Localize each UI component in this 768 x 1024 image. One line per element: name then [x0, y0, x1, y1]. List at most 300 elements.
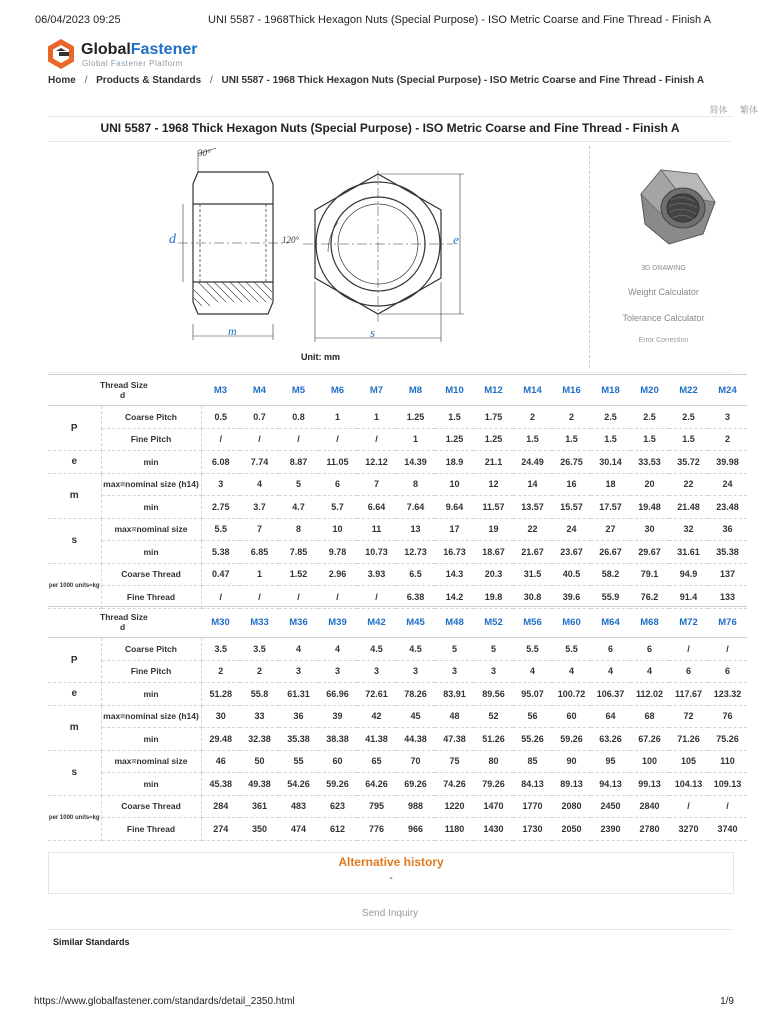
table-cell: 45	[396, 705, 435, 728]
table-cell: 8.87	[279, 451, 318, 474]
table-cell: 2.96	[318, 563, 357, 586]
table-row	[48, 750, 747, 773]
table-cell: 2080	[552, 795, 591, 818]
table-cell: 3	[318, 660, 357, 683]
table-cell: 6.08	[201, 451, 240, 474]
alternative-history-box	[48, 852, 734, 894]
table-cell: 123.32	[708, 683, 747, 706]
table-cell: 4	[630, 660, 669, 683]
thread-size-cell[interactable]: M16	[552, 375, 591, 406]
table-cell: 14.3	[435, 563, 474, 586]
table-cell: 137	[708, 563, 747, 586]
thread-size-cell[interactable]: M4	[240, 375, 279, 406]
table-row	[48, 518, 747, 541]
table-cell: 1470	[474, 795, 513, 818]
table-cell: 70	[396, 750, 435, 773]
table-cell: 76.2	[630, 586, 669, 609]
table-cell: 110	[708, 750, 747, 773]
table-cell: 11.05	[318, 451, 357, 474]
table-cell: 7.85	[279, 541, 318, 564]
thread-size-cell[interactable]: M56	[513, 607, 552, 638]
table-cell: 85	[513, 750, 552, 773]
table-cell: 1.5	[552, 428, 591, 451]
table-cell: 94.9	[669, 563, 708, 586]
table-cell: /	[357, 428, 396, 451]
param-group-P: P	[48, 406, 101, 451]
table-cell: 4.5	[357, 638, 396, 661]
table-cell: 2.5	[630, 406, 669, 429]
table-cell: 5	[474, 638, 513, 661]
table-cell: 6	[669, 660, 708, 683]
brand-name: GlobalFastener	[81, 41, 198, 58]
param-label: Coarse Thread	[101, 795, 201, 818]
table-header-row	[48, 607, 747, 638]
footer-page-number: 1/9	[720, 996, 734, 1007]
table-cell: 30.14	[591, 451, 630, 474]
table-cell: 361	[240, 795, 279, 818]
thread-size-cell[interactable]: M72	[669, 607, 708, 638]
table-cell: /	[279, 586, 318, 609]
table-cell: 10.73	[357, 541, 396, 564]
table-cell: 31.61	[669, 541, 708, 564]
table-row	[48, 683, 747, 706]
table-cell: 1770	[513, 795, 552, 818]
table-cell: 5	[435, 638, 474, 661]
label-d: d	[169, 232, 176, 247]
table-cell: 2.5	[669, 406, 708, 429]
print-title: UNI 5587 - 1968Thick Hexagon Nuts (Special Purpose) - ISO Metric Coarse and Fine Thread - Finish A	[208, 14, 711, 26]
table-cell: 26.67	[591, 541, 630, 564]
thread-size-cell[interactable]: M39	[318, 607, 357, 638]
table-row	[48, 496, 747, 519]
table-cell: 11.57	[474, 496, 513, 519]
table-cell: 32	[669, 518, 708, 541]
table-cell: 65	[357, 750, 396, 773]
table-cell: 67.26	[630, 728, 669, 751]
table-cell: 39.98	[708, 451, 747, 474]
table-cell: 20	[630, 473, 669, 496]
table-cell: 55.8	[240, 683, 279, 706]
thread-size-cell[interactable]: M14	[513, 375, 552, 406]
print-datetime: 06/04/2023 09:25	[35, 14, 121, 26]
table-cell: 23.48	[708, 496, 747, 519]
table-cell: 69.26	[396, 773, 435, 796]
table-cell: 75	[435, 750, 474, 773]
table-cell: 105	[669, 750, 708, 773]
table-cell: 5.5	[513, 638, 552, 661]
table-cell: 1.25	[435, 428, 474, 451]
thread-size-header	[48, 607, 201, 638]
table-cell: 19.48	[630, 496, 669, 519]
table-cell: 60	[552, 705, 591, 728]
table-cell: 9.78	[318, 541, 357, 564]
param-label: min	[101, 541, 201, 564]
table-cell: 8	[279, 518, 318, 541]
table-cell: 117.67	[669, 683, 708, 706]
table-cell: 61.31	[279, 683, 318, 706]
param-label: max=nominal size	[101, 518, 201, 541]
table-cell: 4	[591, 660, 630, 683]
error-correction-link[interactable]: Error Correction	[638, 337, 689, 344]
table-cell: 20.3	[474, 563, 513, 586]
table-row	[48, 406, 747, 429]
table-cell: 56	[513, 705, 552, 728]
table-cell: 94.13	[591, 773, 630, 796]
table-cell: 1.5	[513, 428, 552, 451]
table-cell: 24	[552, 518, 591, 541]
table-cell: 5	[279, 473, 318, 496]
thread-size-cell[interactable]: M48	[435, 607, 474, 638]
table-cell: 109.13	[708, 773, 747, 796]
table-cell: 38.38	[318, 728, 357, 751]
table-cell: 17.57	[591, 496, 630, 519]
table-cell: 0.8	[279, 406, 318, 429]
param-label: Fine Pitch	[101, 660, 201, 683]
table-cell: 104.13	[669, 773, 708, 796]
table-cell: 3270	[669, 818, 708, 841]
table-cell: 6	[591, 638, 630, 661]
param-label: Fine Thread	[101, 818, 201, 841]
table-cell: 3	[396, 660, 435, 683]
param-group-weight-group: per 1000 units≈kg	[48, 795, 101, 840]
table-cell: 83.91	[435, 683, 474, 706]
table-cell: 54.26	[279, 773, 318, 796]
table-cell: 1730	[513, 818, 552, 841]
table-cell: 1	[357, 406, 396, 429]
table-cell: 16	[552, 473, 591, 496]
table-cell: 13.57	[513, 496, 552, 519]
table-cell: 64	[591, 705, 630, 728]
table-cell: /	[708, 795, 747, 818]
breadcrumb-home[interactable]: Home	[48, 75, 76, 86]
thread-size-cell[interactable]: M24	[708, 375, 747, 406]
thread-size-cell[interactable]: M30	[201, 607, 240, 638]
table-cell: 45.38	[201, 773, 240, 796]
table-cell: 95	[591, 750, 630, 773]
table-cell: 1.25	[396, 406, 435, 429]
param-label: min	[101, 773, 201, 796]
label-angle-120: 120°	[282, 235, 300, 245]
table-cell: 1180	[435, 818, 474, 841]
table-cell: 100.72	[552, 683, 591, 706]
table-cell: 14.2	[435, 586, 474, 609]
table-header-row	[48, 375, 747, 406]
table-cell: 1.5	[669, 428, 708, 451]
table-cell: 3	[357, 660, 396, 683]
table-cell: 100	[630, 750, 669, 773]
table-cell: 30	[630, 518, 669, 541]
table-cell: 89.13	[552, 773, 591, 796]
table-cell: 7.64	[396, 496, 435, 519]
thread-size-cell[interactable]: M33	[240, 607, 279, 638]
table-row	[48, 705, 747, 728]
table-cell: 58.2	[591, 563, 630, 586]
table-cell: 2	[552, 406, 591, 429]
table-cell: 60	[318, 750, 357, 773]
thread-size-cell[interactable]: M60	[552, 607, 591, 638]
thread-size-cell[interactable]: M42	[357, 607, 396, 638]
label-s: s	[370, 325, 376, 340]
table-cell: 39	[318, 705, 357, 728]
table-cell: 99.13	[630, 773, 669, 796]
footer-url: https://www.globalfastener.com/standards/detail_2350.html	[34, 996, 295, 1007]
table-cell: 5.7	[318, 496, 357, 519]
table-row	[48, 660, 747, 683]
table-cell: 33.53	[630, 451, 669, 474]
weight-calculator-link[interactable]: Weight Calculator	[628, 287, 699, 297]
param-group-e: e	[48, 451, 101, 474]
param-group-P: P	[48, 638, 101, 683]
table-cell: 3.7	[240, 496, 279, 519]
logo-icon	[45, 38, 77, 70]
table-row	[48, 728, 747, 751]
param-label: min	[101, 728, 201, 751]
param-label: Coarse Thread	[101, 563, 201, 586]
breadcrumb-current: UNI 5587 - 1968 Thick Hexagon Nuts (Special Purpose) - ISO Metric Coarse and Fine Thread - Finish A	[221, 75, 705, 86]
thread-size-cell[interactable]: M20	[630, 375, 669, 406]
table-cell: 18.67	[474, 541, 513, 564]
table-row	[48, 638, 747, 661]
table-cell: 2450	[591, 795, 630, 818]
param-label: Coarse Pitch	[101, 638, 201, 661]
table-cell: 1.25	[474, 428, 513, 451]
param-label: min	[101, 496, 201, 519]
label-m: m	[228, 324, 237, 338]
thread-size-cell[interactable]: M5	[279, 375, 318, 406]
table-cell: 50	[240, 750, 279, 773]
nut-3d-image[interactable]	[631, 164, 721, 254]
table-cell: 623	[318, 795, 357, 818]
table-cell: 74.26	[435, 773, 474, 796]
table-cell: 483	[279, 795, 318, 818]
label-angle-30: 30°	[198, 148, 211, 158]
param-group-e: e	[48, 683, 101, 706]
table-cell: 133	[708, 586, 747, 609]
table-cell: 41.38	[357, 728, 396, 751]
table-cell: 795	[357, 795, 396, 818]
thread-size-cell[interactable]: M8	[396, 375, 435, 406]
table-row	[48, 773, 747, 796]
table-cell: 19	[474, 518, 513, 541]
table-row	[48, 563, 747, 586]
thread-size-cell[interactable]: M10	[435, 375, 474, 406]
table-cell: 988	[396, 795, 435, 818]
table-cell: 68	[630, 705, 669, 728]
table-cell: 2	[708, 428, 747, 451]
table-cell: 4	[240, 473, 279, 496]
table-cell: 35.38	[708, 541, 747, 564]
thread-size-cell[interactable]: M36	[279, 607, 318, 638]
table-cell: 75.26	[708, 728, 747, 751]
table-cell: 6.38	[396, 586, 435, 609]
table-cell: 21.1	[474, 451, 513, 474]
table-cell: 79.26	[474, 773, 513, 796]
table-cell: 1	[240, 563, 279, 586]
table-cell: 84.13	[513, 773, 552, 796]
table-row	[48, 473, 747, 496]
table-cell: /	[279, 428, 318, 451]
table-row	[48, 541, 747, 564]
table-cell: 36	[279, 705, 318, 728]
alternative-history-value: -	[389, 873, 393, 884]
table-cell: 19.8	[474, 586, 513, 609]
table-cell: 89.56	[474, 683, 513, 706]
breadcrumb	[48, 75, 704, 86]
thread-size-header	[48, 375, 201, 406]
table-cell: 9.64	[435, 496, 474, 519]
drawing-3d-label: 3D DRAWING	[641, 265, 686, 272]
unit-label: Unit: mm	[301, 352, 340, 362]
table-cell: 350	[240, 818, 279, 841]
table-cell: 3	[474, 660, 513, 683]
table-cell: 26.75	[552, 451, 591, 474]
table-cell: 6.64	[357, 496, 396, 519]
table-cell: 63.26	[591, 728, 630, 751]
table-cell: 3	[201, 473, 240, 496]
thread-size-cell[interactable]: M45	[396, 607, 435, 638]
table-cell: 21.67	[513, 541, 552, 564]
table-cell: 3.5	[240, 638, 279, 661]
thread-size-cell[interactable]: M22	[669, 375, 708, 406]
thread-size-cell[interactable]: M3	[201, 375, 240, 406]
table-cell: 1.5	[630, 428, 669, 451]
table-cell: 29.48	[201, 728, 240, 751]
table-cell: 2	[201, 660, 240, 683]
table-cell: 48	[435, 705, 474, 728]
language-switcher	[699, 103, 758, 116]
divider	[48, 116, 732, 117]
param-group-m: m	[48, 473, 101, 518]
table-cell: /	[669, 638, 708, 661]
table-cell: 0.5	[201, 406, 240, 429]
alternative-history-title: Alternative history	[338, 855, 444, 869]
table-cell: 3	[279, 660, 318, 683]
thread-size-d-label: d	[120, 390, 126, 400]
param-label: max=nominal size (h14)	[101, 705, 201, 728]
breadcrumb-separator: /	[209, 75, 213, 86]
thread-size-cell[interactable]: M64	[591, 607, 630, 638]
table-cell: 274	[201, 818, 240, 841]
table-cell: 71.26	[669, 728, 708, 751]
table-cell: 4.7	[279, 496, 318, 519]
table-cell: 55.9	[591, 586, 630, 609]
thread-size-label: Thread Size	[100, 612, 148, 622]
table-cell: 8	[396, 473, 435, 496]
table-cell: 14.39	[396, 451, 435, 474]
table-cell: 1.5	[435, 406, 474, 429]
table-cell: 4.5	[396, 638, 435, 661]
lang-simplified[interactable]: 简体	[709, 105, 728, 115]
param-label: min	[101, 451, 201, 474]
table-cell: 30.8	[513, 586, 552, 609]
table-cell: 1220	[435, 795, 474, 818]
param-label: Fine Pitch	[101, 428, 201, 451]
table-row	[48, 586, 747, 609]
table-cell: 7	[357, 473, 396, 496]
breadcrumb-separator: /	[84, 75, 88, 86]
thread-size-cell[interactable]: M76	[708, 607, 747, 638]
table-cell: 0.7	[240, 406, 279, 429]
table-cell: 72	[669, 705, 708, 728]
table-row	[48, 428, 747, 451]
table-cell: 35.38	[279, 728, 318, 751]
table-cell: 55.26	[513, 728, 552, 751]
lang-traditional[interactable]: 繁体	[739, 105, 758, 115]
table-cell: 23.67	[552, 541, 591, 564]
thread-size-cell[interactable]: M52	[474, 607, 513, 638]
table-cell: 35.72	[669, 451, 708, 474]
table-cell: 6.85	[240, 541, 279, 564]
table-cell: 2390	[591, 818, 630, 841]
table-cell: 966	[396, 818, 435, 841]
table-cell: 2840	[630, 795, 669, 818]
site-logo[interactable]	[45, 38, 245, 70]
param-label: Fine Thread	[101, 586, 201, 609]
table-cell: 6	[318, 473, 357, 496]
table-cell: /	[318, 428, 357, 451]
table-cell: 776	[357, 818, 396, 841]
table-cell: 76	[708, 705, 747, 728]
thread-size-cell[interactable]: M6	[318, 375, 357, 406]
thread-size-label: Thread Size	[100, 380, 148, 390]
divider	[589, 146, 590, 368]
table-cell: 11	[357, 518, 396, 541]
table-cell: 95.07	[513, 683, 552, 706]
brand-tagline: Global Fastener Platform	[82, 59, 183, 68]
table-cell: 1.5	[591, 428, 630, 451]
table-row	[48, 795, 747, 818]
table-cell: 52	[474, 705, 513, 728]
breadcrumb-products[interactable]: Products & Standards	[96, 75, 202, 86]
send-inquiry-button[interactable]: Send Inquiry	[361, 908, 419, 919]
table-cell: 13	[396, 518, 435, 541]
thread-size-cell[interactable]: M7	[357, 375, 396, 406]
param-label: min	[101, 683, 201, 706]
table-cell: 47.38	[435, 728, 474, 751]
table-cell: 284	[201, 795, 240, 818]
table-cell: 1430	[474, 818, 513, 841]
table-cell: /	[318, 586, 357, 609]
table-cell: 4	[513, 660, 552, 683]
table-cell: 59.26	[318, 773, 357, 796]
table-cell: /	[708, 638, 747, 661]
table-cell: /	[669, 795, 708, 818]
thread-size-cell[interactable]: M68	[630, 607, 669, 638]
table-cell: 90	[552, 750, 591, 773]
table-cell: 64.26	[357, 773, 396, 796]
param-group-s: s	[48, 518, 101, 563]
table-cell: 44.38	[396, 728, 435, 751]
table-cell: 22	[513, 518, 552, 541]
table-cell: 32.38	[240, 728, 279, 751]
table-cell: 6.5	[396, 563, 435, 586]
drawing-panel	[48, 141, 731, 373]
thread-size-cell[interactable]: M12	[474, 375, 513, 406]
table-cell: 79.1	[630, 563, 669, 586]
table-cell: /	[240, 428, 279, 451]
thread-size-d-label: d	[120, 622, 126, 632]
tolerance-calculator-link[interactable]: Tolerance Calculator	[622, 313, 705, 323]
param-label: max=nominal size (h14)	[101, 473, 201, 496]
table-cell: 2.75	[201, 496, 240, 519]
thread-size-cell[interactable]: M18	[591, 375, 630, 406]
table-cell: 7.74	[240, 451, 279, 474]
table-cell: 46	[201, 750, 240, 773]
table-cell: 18.9	[435, 451, 474, 474]
similar-standards-heading: Similar Standards	[53, 937, 130, 947]
table-row	[48, 451, 747, 474]
table-cell: 29.67	[630, 541, 669, 564]
